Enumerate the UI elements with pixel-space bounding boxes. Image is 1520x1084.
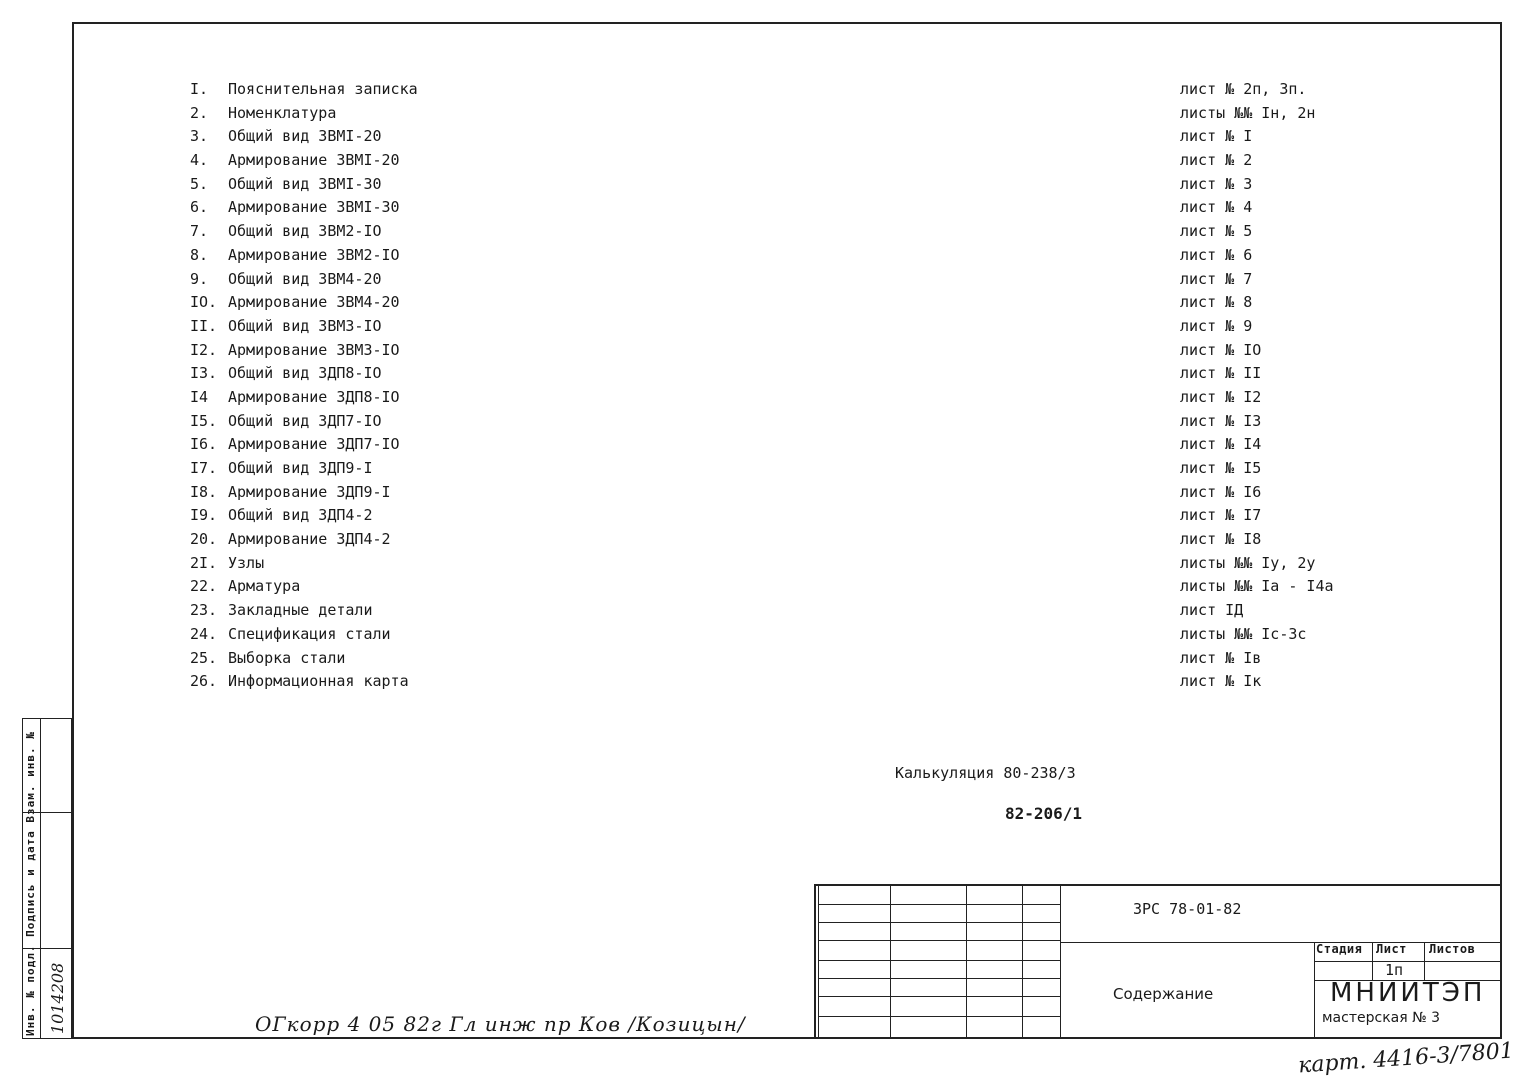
toc-row [190,196,890,220]
toc-row [190,623,890,647]
sheet-ref: листы №№ Iс-3с [1180,624,1307,643]
toc-title: Общий вид 3ДП7-IO [228,411,382,430]
toc-number: 24. [190,624,218,643]
toc-title: Армирование 3ВМI-30 [228,198,400,217]
toc-row [190,504,890,528]
document-code: ЗРС 78-01-82 [1133,900,1242,918]
toc-row [190,457,890,481]
toc-row [190,291,890,315]
toc-row [190,78,890,102]
sheet-ref: лист № 6 [1180,245,1253,264]
document-title: Содержание [1113,985,1214,1003]
sheet-number: 1п [1385,961,1404,979]
grid-line [818,922,1060,923]
toc-row [190,268,890,292]
grid-line [818,978,1060,979]
toc-row [190,315,890,339]
strip-line [40,718,41,1039]
toc-number: I7. [190,459,218,477]
toc-row [190,220,890,244]
toc-number: I. [190,80,209,98]
sheet-ref: лист № 2п, 3п. [1180,80,1307,98]
grid-line [1372,942,1373,980]
toc-number: IO. [190,293,218,312]
toc-row [190,410,890,434]
toc-title: Армирование 3ДП9-I [228,482,391,501]
table-of-contents [190,78,890,694]
stage-header: Стадия [1316,942,1363,956]
grid-line [1314,961,1502,962]
toc-title: Армирование 3ВМ2-IO [228,245,400,264]
toc-title: Общий вид 3ВМ2-IO [228,222,382,241]
sheet-ref: лист № I4 [1180,435,1262,454]
sheet-ref: лист № 3 [1180,174,1253,193]
toc-number: 4. [190,151,209,170]
toc-number: 2I. [190,553,218,572]
toc-number: I6. [190,435,218,454]
toc-row [190,125,890,149]
toc-row [190,244,890,268]
toc-title: Спецификация стали [228,624,391,643]
toc-title: Общий вид 3ВМ3-IO [228,316,382,335]
grid-line [1060,886,1061,1039]
sheet-ref: листы №№ Iа - I4а [1180,577,1334,596]
toc-row [190,647,890,671]
toc-number: 5. [190,174,209,193]
toc-number: 23. [190,601,218,620]
toc-title: Пояснительная записка [228,80,418,98]
calculation-number: 82-206/1 [1005,804,1083,823]
grid-line [818,960,1060,961]
toc-row [190,339,890,363]
sheet-ref: лист № I8 [1180,530,1262,549]
toc-title: Информационная карта [228,672,409,691]
toc-row [190,433,890,457]
sheet-ref: лист № 4 [1180,198,1253,217]
toc-title: Общий вид 3ДП8-IO [228,364,382,383]
toc-row [190,670,890,694]
sheet-ref: лист № I2 [1180,387,1262,406]
toc-number: 6. [190,198,209,217]
toc-title: Номенклатура [228,103,337,122]
toc-title: Узлы [228,553,265,572]
toc-row [190,528,890,552]
toc-row [190,173,890,197]
sheet-ref: лист № Iв [1180,648,1262,667]
workshop-name: мастерская № 3 [1322,1010,1441,1026]
sheet-ref: лист № I [1180,127,1253,146]
sheet-ref: лист № 5 [1180,222,1253,241]
toc-title: Армирование 3ДП4-2 [228,530,391,549]
toc-title: Армирование 3ДП8-IO [228,387,400,406]
organization-name: МНИИТЭП [1330,978,1486,1008]
sheet-ref: лист № 9 [1180,316,1253,335]
grid-line [818,940,1060,941]
sheet-header: Лист [1376,942,1407,956]
grid-line [818,904,1060,905]
sheet-ref: лист № IO [1180,340,1262,359]
sheet-ref: листы №№ Iн, 2н [1180,103,1316,122]
toc-title: Общий вид 3ДП4-2 [228,506,373,525]
toc-row [190,575,890,599]
toc-number: 3. [190,127,209,146]
toc-title: Общий вид 3ВМ4-20 [228,269,382,288]
grid-line [818,996,1060,997]
sheet-ref: лист № I7 [1180,506,1262,525]
toc-row [190,102,890,126]
toc-title: Общий вид 3ВМI-20 [228,127,382,146]
toc-row [190,552,890,576]
inventory-strip-label: Инв. № подл. Подпись и дата Взам. инв. № [24,731,37,1036]
toc-row [190,362,890,386]
card-note: карт. 4416-3/7801 [1297,1038,1515,1079]
toc-number: I9. [190,506,218,525]
toc-number: I3. [190,364,218,383]
toc-number: I5. [190,411,218,430]
toc-number: 9. [190,269,209,288]
sheet-ref: лист № 7 [1180,269,1253,288]
toc-number: 2. [190,103,209,122]
toc-number: 25. [190,648,218,667]
grid-line [1424,942,1425,980]
sheet-ref: лист IД [1180,601,1244,620]
inventory-handwritten-number: 1014208 [48,962,67,1034]
toc-title: Закладные детали [228,601,373,620]
sheet-ref: лист № 2 [1180,151,1253,170]
toc-row [190,599,890,623]
toc-row [190,149,890,173]
calculation-label: Калькуляция 80-238/3 [895,764,1076,782]
toc-title: Армирование 3ВМ3-IO [228,340,400,359]
sheet-ref: лист № I3 [1180,411,1262,430]
toc-number: 26. [190,672,218,691]
toc-number: I4 [190,387,209,406]
toc-number: II. [190,316,218,335]
toc-row [190,386,890,410]
sheets-header: Листов [1429,942,1476,956]
sheet-ref: лист № Iк [1180,672,1262,691]
toc-number: 7. [190,222,209,241]
sheet-ref: лист № I6 [1180,482,1262,501]
toc-title: Армирование 3ВМI-20 [228,151,400,170]
sheet-references [1180,78,1480,694]
toc-title: Армирование 3ДП7-IO [228,435,400,454]
toc-number: I2. [190,340,218,359]
sheet-ref: лист № I5 [1180,459,1262,477]
toc-number: I8. [190,482,218,501]
toc-title: Общий вид 3ДП9-I [228,459,373,477]
toc-number: 8. [190,245,209,264]
toc-number: 22. [190,577,218,596]
toc-number: 20. [190,530,218,549]
grid-line [1314,942,1315,1039]
correction-note: ОГкорр 4 05 82г Гл инж пр Ков /Козицын/ [255,1012,746,1036]
sheet-ref: лист № 8 [1180,293,1253,312]
toc-title: Армирование 3ВМ4-20 [228,293,400,312]
toc-title: Общий вид 3ВМI-30 [228,174,382,193]
sheet-ref: лист № II [1180,364,1262,383]
sheet-ref: листы №№ Iу, 2у [1180,553,1316,572]
toc-row [190,481,890,505]
toc-title: Арматура [228,577,301,596]
grid-line [818,1016,1060,1017]
toc-title: Выборка стали [228,648,346,667]
